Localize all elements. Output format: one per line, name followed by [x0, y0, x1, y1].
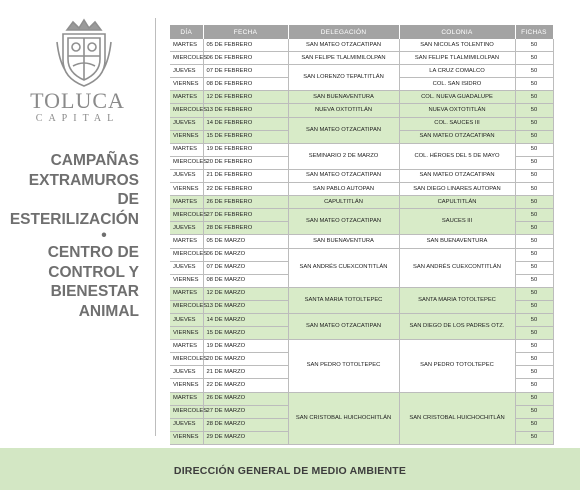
title-line: CAMPAÑAS: [50, 152, 139, 169]
cell-fichas: 50: [515, 52, 553, 65]
cell-colonia: SAN DIEGO LINARES AUTOPAN: [399, 183, 515, 196]
cell-dia: MIERCOLES: [170, 52, 203, 65]
cell-dia: MARTES: [170, 39, 203, 52]
cell-fichas: 50: [515, 169, 553, 182]
cell-fichas: 50: [515, 340, 553, 353]
cell-fichas: 50: [515, 209, 553, 222]
cell-colonia: LA CRUZ COMALCO: [399, 65, 515, 78]
table-body: [170, 39, 553, 444]
cell-dia: MARTES: [170, 235, 203, 248]
table-row: [170, 169, 553, 182]
cell-dia: JUEVES: [170, 169, 203, 182]
table-row: [170, 196, 553, 209]
cell-dia: MIERCOLES: [170, 156, 203, 169]
brand-name: TOLUCA: [30, 88, 125, 113]
cell-fecha: 05 DE FEBRERO: [203, 39, 288, 52]
footer-text: DIRECCIÓN GENERAL DE MEDIO AMBIENTE: [173, 465, 407, 477]
cell-colonia: COL. SAN ISIDRO: [399, 78, 515, 91]
title-bullet: •: [101, 227, 107, 244]
cell-delegacion: SAN LORENZO TEPALTITLÁN: [288, 65, 399, 91]
cell-colonia: SANTA MARIA TOTOLTEPEC: [399, 287, 515, 313]
table-row: [170, 39, 553, 52]
cell-fecha: 21 DE MARZO: [203, 366, 288, 379]
cell-colonia: NUEVA OXTOTITLÁN: [399, 104, 515, 117]
table-row: [170, 392, 553, 405]
brand: [0, 90, 155, 125]
cell-colonia: CAPULTITLÁN: [399, 196, 515, 209]
cell-fichas: 50: [515, 261, 553, 274]
cell-dia: VIERNES: [170, 274, 203, 287]
cell-delegacion: SAN BUENAVENTURA: [288, 91, 399, 104]
cell-colonia: SAUCES III: [399, 209, 515, 235]
cell-dia: JUEVES: [170, 313, 203, 326]
cell-fecha: 15 DE FEBRERO: [203, 130, 288, 143]
cell-delegacion: SAN FELIPE TLALMIMILOLPAN: [288, 52, 399, 65]
cell-dia: VIERNES: [170, 130, 203, 143]
cell-fecha: 27 DE FEBRERO: [203, 209, 288, 222]
cell-fecha: 28 DE FEBRERO: [203, 222, 288, 235]
cell-fecha: 20 DE MARZO: [203, 353, 288, 366]
table-row: [170, 117, 553, 130]
cell-fichas: 50: [515, 353, 553, 366]
cell-delegacion: SAN MATEO OTZACATIPAN: [288, 169, 399, 182]
cell-delegacion: SAN BUENAVENTURA: [288, 235, 399, 248]
cell-dia: JUEVES: [170, 366, 203, 379]
cell-fecha: 26 DE MARZO: [203, 392, 288, 405]
cell-dia: VIERNES: [170, 431, 203, 444]
cell-delegacion: SAN MATEO OTZACATIPAN: [288, 39, 399, 52]
cell-dia: MARTES: [170, 287, 203, 300]
table-row: [170, 183, 553, 196]
cell-fecha: 15 DE MARZO: [203, 327, 288, 340]
cell-fecha: 20 DE FEBRERO: [203, 156, 288, 169]
cell-fichas: 50: [515, 130, 553, 143]
title-line: EXTRAMUROS: [28, 171, 139, 189]
cell-colonia: COL. HÉROES DEL 5 DE MAYO: [399, 143, 515, 169]
cell-fecha: 13 DE FEBRERO: [203, 104, 288, 117]
cell-fecha: 28 DE MARZO: [203, 418, 288, 431]
cell-fichas: 50: [515, 117, 553, 130]
cell-dia: MIERCOLES: [170, 209, 203, 222]
cell-delegacion: SAN ANDRÉS CUEXCONTITLÁN: [288, 248, 399, 287]
cell-dia: VIERNES: [170, 183, 203, 196]
cell-dia: JUEVES: [170, 222, 203, 235]
table-row: [170, 65, 553, 78]
cell-fichas: 50: [515, 392, 553, 405]
cell-fecha: 19 DE MARZO: [203, 340, 288, 353]
cell-colonia: SAN ANDRÉS CUEXCONTITLÁN: [399, 248, 515, 287]
cell-fichas: 50: [515, 222, 553, 235]
cell-colonia: COL. SAUCES III: [399, 117, 515, 130]
brand-subtitle: CAPITAL: [35, 113, 120, 124]
header-colonia: COLONIA: [399, 25, 515, 39]
cell-dia: MIERCOLES: [170, 104, 203, 117]
cell-fecha: 14 DE MARZO: [203, 313, 288, 326]
cell-fichas: 50: [515, 405, 553, 418]
cell-fichas: 50: [515, 156, 553, 169]
cell-fichas: 50: [515, 78, 553, 91]
cell-dia: JUEVES: [170, 65, 203, 78]
cell-fichas: 50: [515, 431, 553, 444]
cell-fichas: 50: [515, 65, 553, 78]
cell-dia: MARTES: [170, 143, 203, 156]
cell-delegacion: SAN MATEO OTZACATIPAN: [288, 209, 399, 235]
cell-dia: VIERNES: [170, 379, 203, 392]
divider: [155, 18, 156, 436]
cell-delegacion: SAN MATEO OTZACATIPAN: [288, 117, 399, 143]
left-panel: [0, 0, 155, 448]
cell-colonia: SAN MATEO OTZACATIPAN: [399, 169, 515, 182]
header-fecha: FECHA: [203, 25, 288, 39]
cell-fichas: 50: [515, 91, 553, 104]
cell-fecha: 29 DE MARZO: [203, 431, 288, 444]
cell-fecha: 08 DE FEBRERO: [203, 78, 288, 91]
table-row: [170, 235, 553, 248]
cell-delegacion: SAN CRISTOBAL HUICHOCHITLÁN: [288, 392, 399, 444]
title-line: ESTERILIZACIÓN: [9, 210, 139, 228]
table-row: [170, 248, 553, 261]
cell-fecha: 13 DE MARZO: [203, 300, 288, 313]
cell-fichas: 50: [515, 104, 553, 117]
cell-fecha: 07 DE MARZO: [203, 261, 288, 274]
cell-fichas: 50: [515, 418, 553, 431]
cell-dia: MARTES: [170, 392, 203, 405]
cell-delegacion: NUEVA OXTOTITLÁN: [288, 104, 399, 117]
campaign-title: [0, 151, 139, 321]
cell-colonia: SAN PEDRO TOTOLTEPEC: [399, 340, 515, 392]
title-line: CONTROL Y: [48, 263, 139, 281]
cell-fecha: 05 DE MARZO: [203, 235, 288, 248]
cell-fichas: 50: [515, 39, 553, 52]
cell-dia: MIERCOLES: [170, 248, 203, 261]
cell-dia: JUEVES: [170, 117, 203, 130]
cell-fichas: 50: [515, 248, 553, 261]
header-delegacion: DELEGACIÓN: [288, 25, 399, 39]
cell-fichas: 50: [515, 196, 553, 209]
cell-dia: MIERCOLES: [170, 300, 203, 313]
cell-delegacion: SAN MATEO OTZACATIPAN: [288, 313, 399, 339]
cell-colonia: SAN BUENAVENTURA: [399, 235, 515, 248]
cell-delegacion: SAN PEDRO TOTOLTEPEC: [288, 340, 399, 392]
schedule-table: [170, 25, 554, 445]
title-line: CENTRO DE: [47, 244, 139, 261]
cell-colonia: SAN CRISTOBAL HUICHOCHITLÁN: [399, 392, 515, 444]
cell-dia: VIERNES: [170, 78, 203, 91]
cell-fichas: 50: [515, 313, 553, 326]
toluca-coat-of-arms-icon: [55, 16, 113, 88]
cell-fichas: 50: [515, 274, 553, 287]
cell-dia: VIERNES: [170, 327, 203, 340]
cell-fecha: 06 DE FEBRERO: [203, 52, 288, 65]
cell-delegacion: CAPULTITLÁN: [288, 196, 399, 209]
cell-fichas: 50: [515, 379, 553, 392]
cell-fichas: 50: [515, 300, 553, 313]
cell-fecha: 19 DE FEBRERO: [203, 143, 288, 156]
cell-dia: MIERCOLES: [170, 405, 203, 418]
table-header: [170, 25, 553, 39]
cell-delegacion: SANTA MARIA TOTOLTEPEC: [288, 287, 399, 313]
table-row: [170, 287, 553, 300]
cell-delegacion: SEMINARIO 2 DE MARZO: [288, 143, 399, 169]
cell-fichas: 50: [515, 327, 553, 340]
cell-colonia: SAN DIEGO DE LOS PADRES OTZ.: [399, 313, 515, 339]
cell-dia: JUEVES: [170, 261, 203, 274]
cell-fecha: 06 DE MARZO: [203, 248, 288, 261]
cell-delegacion: SAN PABLO AUTOPAN: [288, 183, 399, 196]
cell-fichas: 50: [515, 235, 553, 248]
cell-dia: MIERCOLES: [170, 353, 203, 366]
title-line: BIENESTAR: [50, 283, 139, 300]
table-row: [170, 104, 553, 117]
cell-fecha: 08 DE MARZO: [203, 274, 288, 287]
cell-colonia: SAN NICOLAS TOLENTINO: [399, 39, 515, 52]
table-row: [170, 340, 553, 353]
cell-fecha: 12 DE MARZO: [203, 287, 288, 300]
cell-fichas: 50: [515, 366, 553, 379]
cell-fecha: 22 DE FEBRERO: [203, 183, 288, 196]
title-line: DE: [117, 191, 139, 208]
cell-fecha: 12 DE FEBRERO: [203, 91, 288, 104]
table-row: [170, 143, 553, 156]
cell-fichas: 50: [515, 287, 553, 300]
cell-fecha: 27 DE MARZO: [203, 405, 288, 418]
cell-dia: MARTES: [170, 340, 203, 353]
cell-fecha: 07 DE FEBRERO: [203, 65, 288, 78]
table-row: [170, 52, 553, 65]
header-fichas: FICHAS: [515, 25, 553, 39]
header-dia: DÍA: [170, 25, 203, 39]
cell-dia: JUEVES: [170, 418, 203, 431]
title-line: ANIMAL: [78, 302, 139, 320]
cell-colonia: SAN MATEO OTZACATIPAN: [399, 130, 515, 143]
table-row: [170, 313, 553, 326]
cell-fecha: 26 DE FEBRERO: [203, 196, 288, 209]
cell-dia: MARTES: [170, 196, 203, 209]
cell-dia: MARTES: [170, 91, 203, 104]
cell-colonia: COL. NUEVA GUADALUPE: [399, 91, 515, 104]
cell-fichas: 50: [515, 183, 553, 196]
cell-fecha: 21 DE FEBRERO: [203, 169, 288, 182]
cell-fecha: 14 DE FEBRERO: [203, 117, 288, 130]
cell-fichas: 50: [515, 143, 553, 156]
cell-fecha: 22 DE MARZO: [203, 379, 288, 392]
table-row: [170, 209, 553, 222]
cell-colonia: SAN FELIPE TLALMIMILOLPAN: [399, 52, 515, 65]
table-row: [170, 91, 553, 104]
